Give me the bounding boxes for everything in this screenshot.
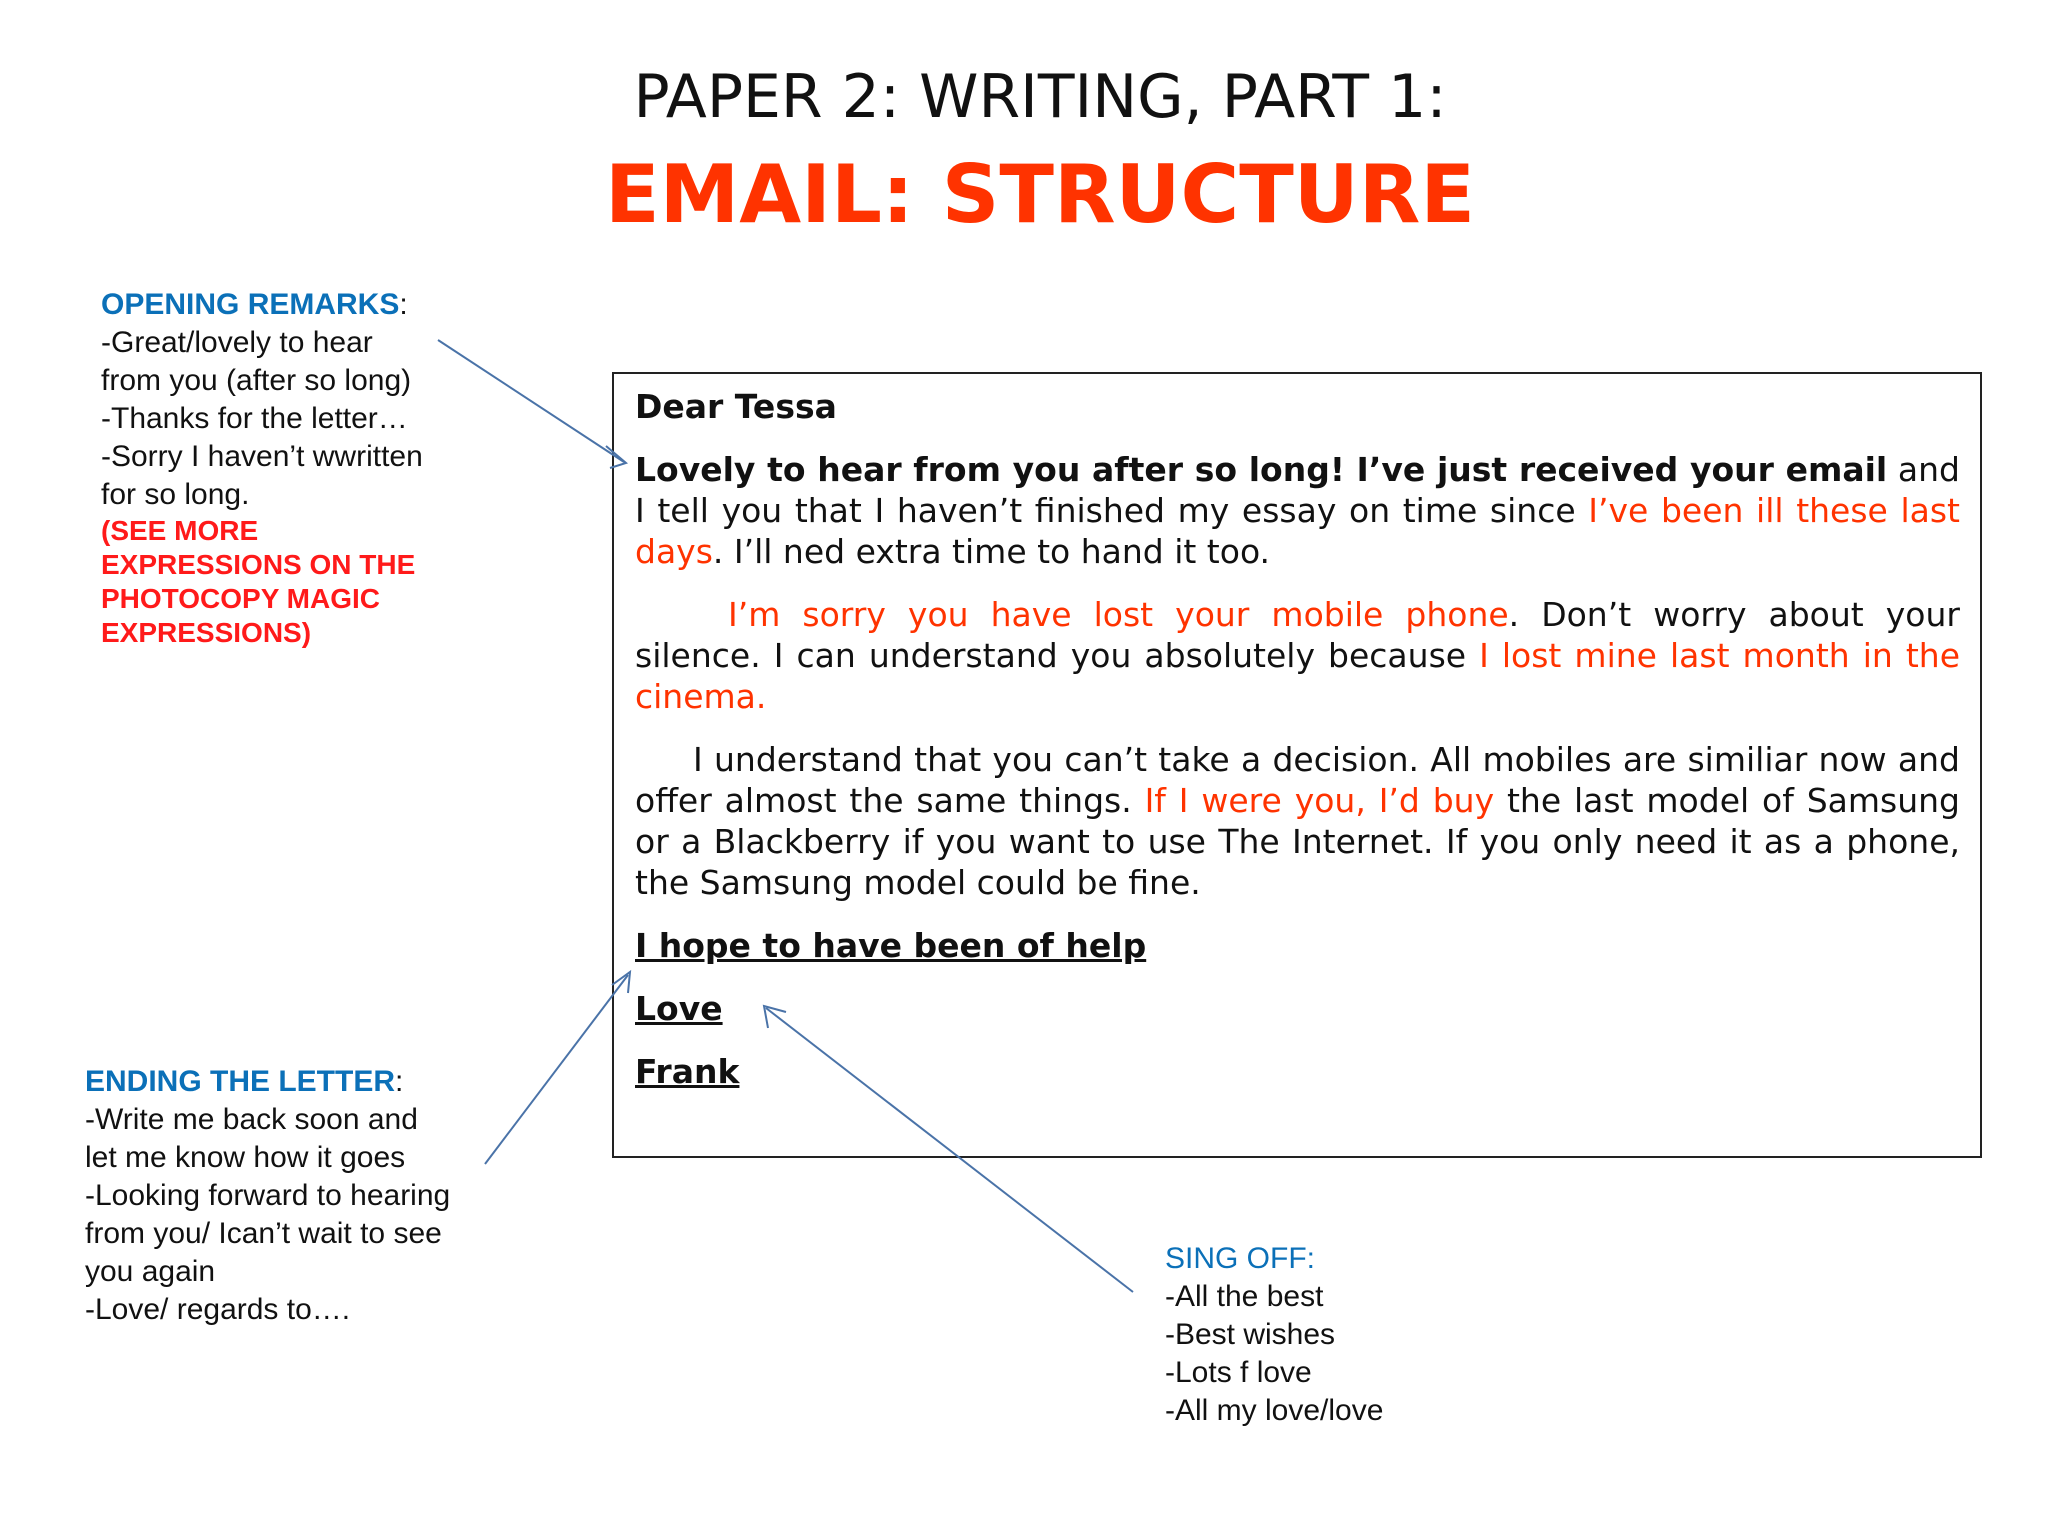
sign-off-line: -Lots f love — [1165, 1356, 1312, 1389]
email-letter-box — [612, 372, 1982, 1158]
highlighted-phrase: I lost mine last month in the cinema. — [635, 636, 1960, 716]
ending-the-letter-heading: ENDING THE LETTER — [85, 1065, 396, 1098]
letter-closing-line: I hope to have been of help — [635, 926, 1147, 965]
see-more-note: EXPRESSIONS ON THE — [101, 549, 416, 580]
see-more-note: PHOTOCOPY MAGIC — [101, 583, 381, 614]
ending-line: from you/ Ican’t wait to see — [85, 1217, 442, 1250]
letter-signature-name: Frank — [635, 1052, 740, 1091]
opening-arrow-line — [438, 340, 624, 462]
letter-greeting: Dear Tessa — [635, 387, 837, 426]
opening-remark-line: from you (after so long) — [101, 364, 412, 397]
opening-remarks-heading: OPENING REMARKS — [101, 288, 400, 321]
sign-off-line: -Best wishes — [1165, 1318, 1336, 1351]
letter-paragraph-2: I’m sorry you have lost your mobile phone. Don’t worry about your silence. I can understand you absolutely because I lost mine last month in the cinema. — [635, 595, 1960, 716]
opening-remarks-note: OPENING REMARKS: -Great/lovely to hear from you (after so long) -Thanks for the letter… -Sorry I haven’t wwritten for so long. (SEE MORE EXPRESSIONS ON THE PHOTOCOPY MAGIC EXPRESSIONS) — [101, 288, 423, 648]
highlighted-phrase: If I were you, I’d buy — [1144, 781, 1495, 820]
sign-off-note — [1165, 1240, 1383, 1430]
opening-sentence: Lovely to hear from you after so long! I’ve just received your email — [635, 450, 1888, 489]
letter-paragraph-1: Lovely to hear from you after so long! I’ve just received your email and I tell you that I haven’t finished my essay on time since I’ve been ill these last days. I’ll ned extra time to hand it too. — [635, 450, 1960, 571]
see-more-note: EXPRESSIONS) — [101, 617, 312, 648]
letter-paragraph-3: I understand that you can’t take a decision. All mobiles are similiar now and offer almost the same things. If I were you, I’d buy the last model of Samsung or a Blackberry if you want to use The Internet. If you only need it as a phone, the Samsung model could be fine. — [635, 740, 1960, 902]
letter-sign-off: Love — [635, 989, 723, 1028]
ending-line: you again — [85, 1255, 216, 1288]
page-title: PAPER 2: WRITING, PART 1: — [633, 62, 1447, 132]
page-subtitle: EMAIL: STRUCTURE — [605, 148, 1475, 241]
ending-line: -Love/ regards to…. — [85, 1293, 351, 1326]
ending-line: -Looking forward to hearing — [85, 1179, 451, 1212]
highlighted-phrase: I’ve been ill these last days — [635, 491, 1960, 571]
highlighted-phrase: I’m sorry you have lost your mobile phone — [728, 595, 1509, 634]
ending-arrow-line — [485, 975, 628, 1164]
opening-remark-line: -Great/lovely to hear — [101, 326, 373, 359]
see-more-note: (SEE MORE — [101, 515, 259, 546]
ending-the-letter-note: ENDING THE LETTER: -Write me back soon and let me know how it goes -Looking forward to hearing from you/ Ican’t wait to see you again -Love/ regards to…. — [85, 1063, 450, 1329]
ending-line: let me know how it goes — [85, 1141, 406, 1174]
opening-remark-line: -Thanks for the letter… — [101, 402, 408, 435]
ending-line: -Write me back soon and — [85, 1103, 418, 1136]
opening-remark-line: -Sorry I haven’t wwritten — [101, 440, 423, 473]
sign-off-line: -All my love/love — [1165, 1394, 1384, 1427]
sign-off-line: -All the best — [1165, 1280, 1324, 1313]
opening-remark-line: for so long. — [101, 478, 250, 511]
sign-off-heading: SING OFF: — [1165, 1242, 1315, 1275]
